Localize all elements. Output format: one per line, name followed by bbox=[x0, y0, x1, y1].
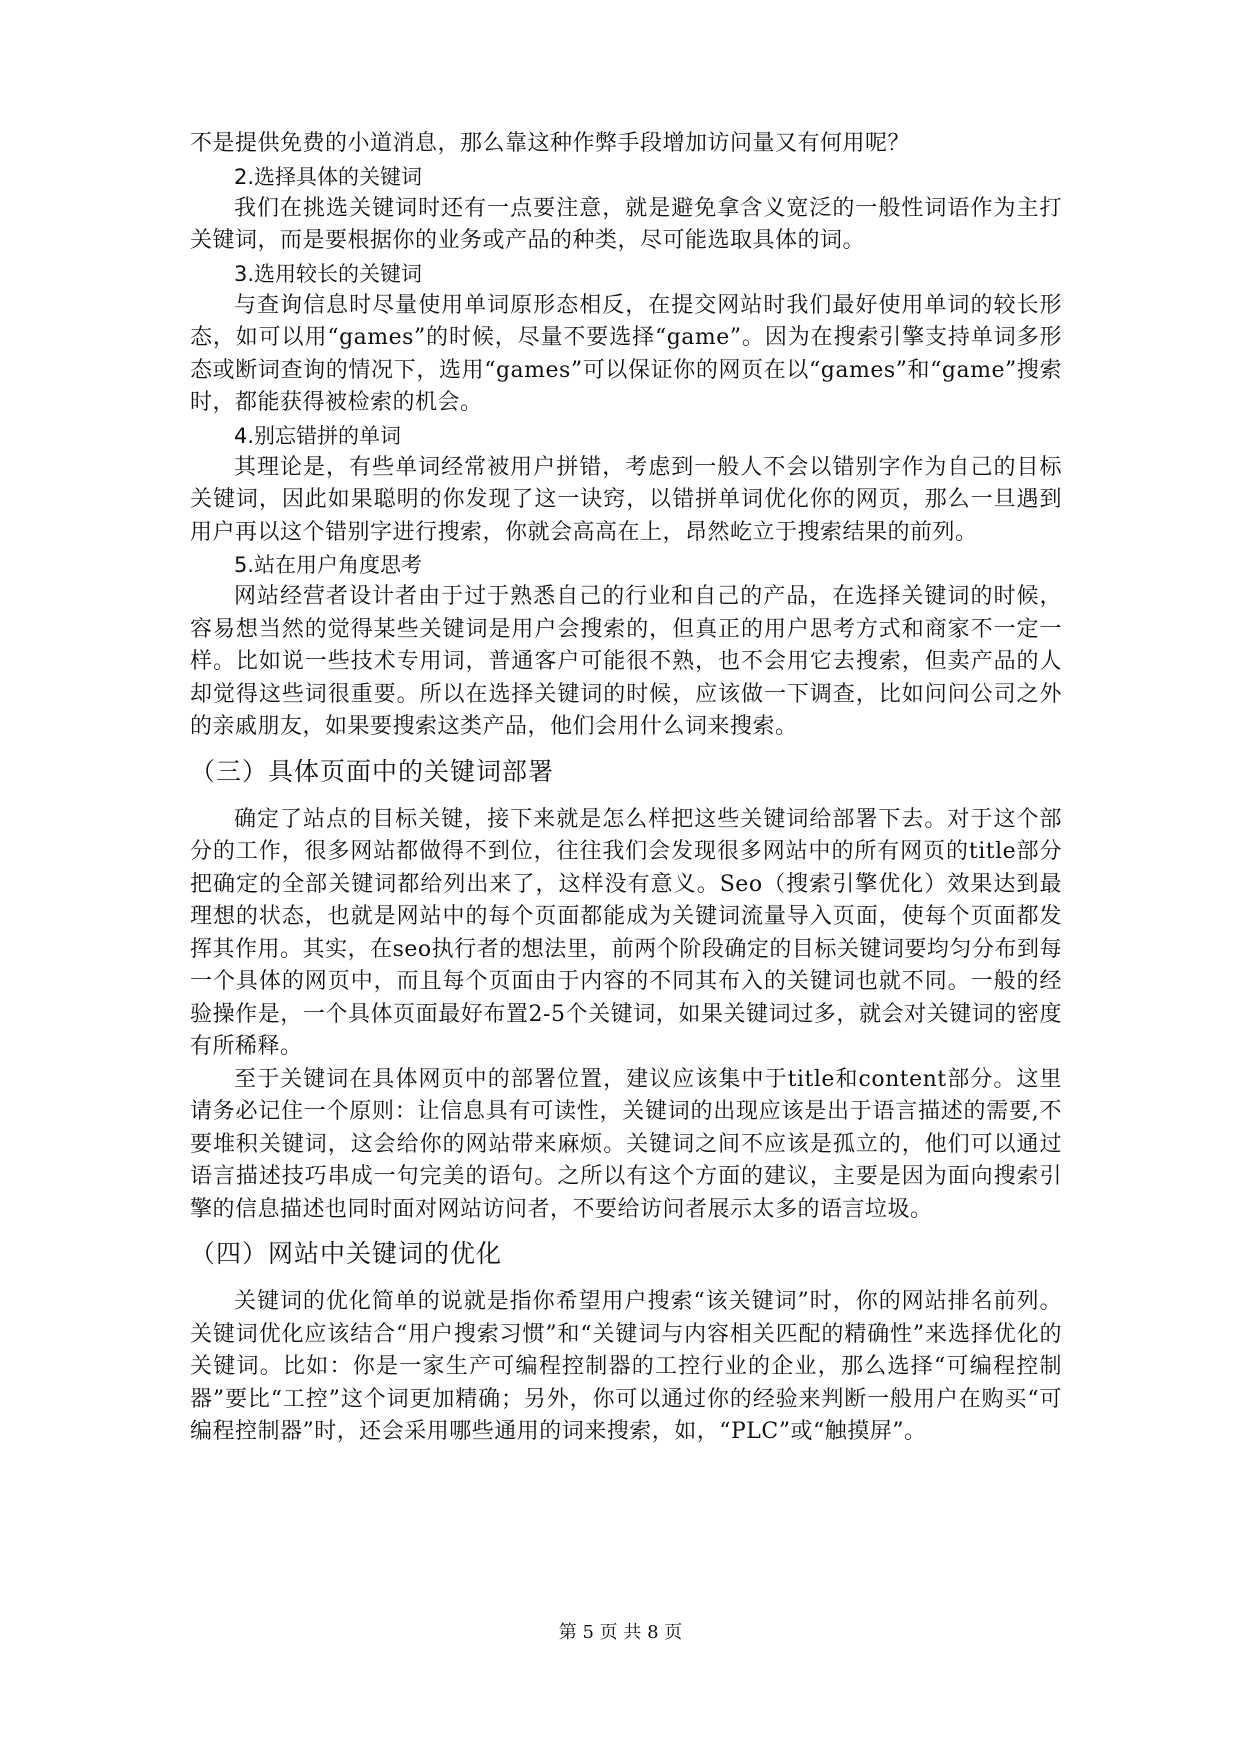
paragraph-5: 网站经营者设计者由于过于熟悉自己的行业和自己的产品，在选择关键词的时候，容易想当然的觉得某些关键词是用户会搜索的，但真正的用户思考方式和商家不一定一样。比如说一些技术专用词，普通客户可能很不熟，也不会用它去搜索，但卖产品的人却觉得这些词很重要。所以在选择关键词的时候，应该做一下调查，比如问问公司之外的亲戚朋友，如果要搜索这类产品，他们会用什么词来搜索。 bbox=[190, 584, 1062, 739]
section-heading-3: （三）具体页面中的关键词部署 bbox=[190, 756, 555, 786]
paragraph-3: 与查询信息时尽量使用单词原形态相反，在提交网站时我们最好使用单词的较长形态，如可以用“games”的时候，尽量不要选择“game”。因为在搜索引擎支持单词多形态或断词查询的情况下，选用“games”可以保证你的网页在以“games”和“game”搜索时，都能获得被检索的机会。 bbox=[190, 292, 1062, 415]
section-3-paragraph-1: 确定了站点的目标关键，接下来就是怎么样把这些关键词给部署下去。对于这个部分的工作，很多网站都做得不到位，往往我们会发现很多网站中的所有网页的title部分把确定的全部关键词都给列出来了，这样没有意义。Seo（搜索引擎优化）效果达到最理想的状态，也就是网站中的每个页面都能成为关键词流量导入页面，使每个页面都发挥其作用。其实，在seo执行者的想法里，前两个阶段确定的目标关键词要均匀分布到每一个具体的网页中，而且每个页面由于内容的不同其布入的关键词也就不同。一般的经验操作是，一个具体页面最好布置2-5个关键词，如果关键词过多，就会对关键词的密度有所稀释。 bbox=[190, 806, 1062, 1059]
subheading-2: 2.选择具体的关键词 bbox=[234, 164, 423, 189]
paragraph-intro: 不是提供免费的小道消息，那么靠这种作弊手段增加访问量又有何用呢？ bbox=[190, 131, 911, 156]
paragraph-4: 其理论是，有些单词经常被用户拼错，考虑到一般人不会以错别字作为自己的目标关键词，因此如果聪明的你发现了这一诀窍，以错拼单词优化你的网页，那么一旦遇到用户再以这个错别字进行搜索，你就会高高在上，昂然屹立于搜索结果的前列。 bbox=[190, 454, 1062, 545]
section-4-paragraph-1: 关键词的优化简单的说就是指你希望用户搜索“该关键词”时，你的网站排名前列。关键词优化应该结合“用户搜索习惯”和“关键词与内容相关匹配的精确性”来选择优化的关键词。比如：你是一家生产可编程控制器的工控行业的企业，那么选择“可编程控制器”要比“工控”这个词更加精确；另外，你可以通过你的经验来判断一般用户在购买“可编程控制器”时，还会采用哪些通用的词来搜索，如，“PLC”或“触摸屏”。 bbox=[190, 1289, 1062, 1444]
section-heading-4: （四）网站中关键词的优化 bbox=[190, 1239, 503, 1268]
subheading-3: 3.选用较长的关键词 bbox=[234, 261, 423, 286]
paragraph-2: 我们在挑选关键词时还有一点要注意，就是避免拿含义宽泛的一般性词语作为主打关键词，而是要根据你的业务或产品的种类，尽可能选取具体的词。 bbox=[190, 195, 1062, 253]
document-body bbox=[190, 128, 1062, 1449]
subheading-4: 4.别忘错拼的单词 bbox=[234, 423, 402, 448]
page-footer: 第 5 页 共 8 页 bbox=[558, 1622, 683, 1643]
subheading-5: 5.站在用户角度思考 bbox=[234, 553, 423, 577]
section-3-paragraph-2: 至于关键词在具体网页中的部署位置，建议应该集中于title和content部分。这里请务必记住一个原则：让信息具有可读性，关键词的出现应该是出于语言描述的需要,不要堆积关键词，这会给你的网站带来麻烦。关键词之间不应该是孤立的，他们可以通过语言描述技巧串成一句完美的语句。之所以有这个方面的建议，主要是因为面向搜索引擎的信息描述也同时面对网站访问者，不要给访问者展示太多的语言垃圾。 bbox=[190, 1066, 1062, 1222]
